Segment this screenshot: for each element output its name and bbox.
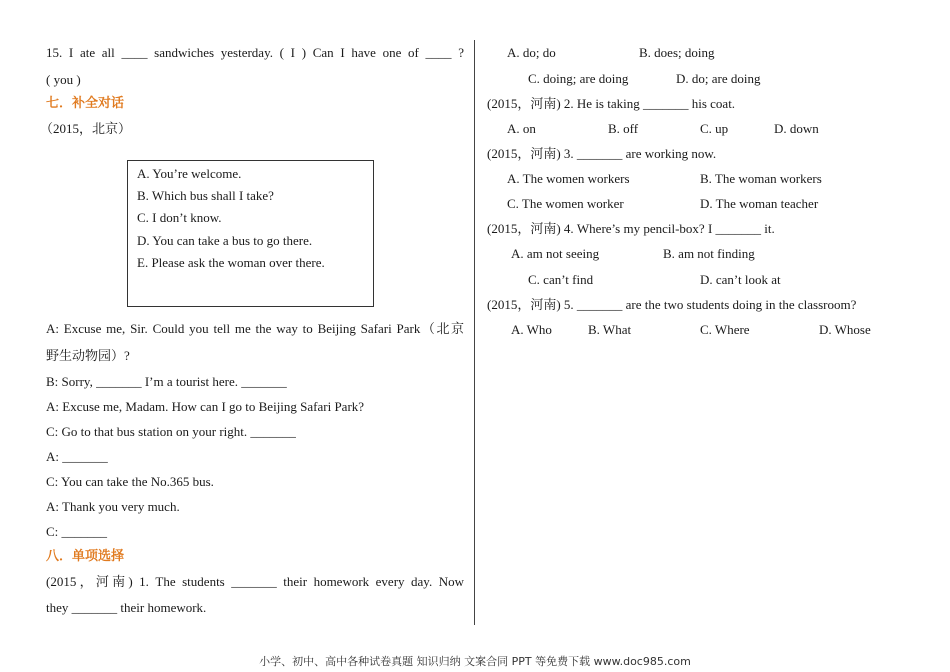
box-option-d: D. You can take a bus to go there. [137, 233, 313, 248]
q4-option-b: B. am not finding [663, 246, 755, 261]
mc-question-1-line2: they _______ their homework. [46, 600, 207, 615]
q2-option-c: C. up [700, 121, 729, 136]
mc-question-4: (2015，河南) 4. Where’s my pencil-box? I _______ it. [487, 221, 775, 236]
dialogue-line: 野生动物园）? [46, 348, 130, 363]
column-divider [474, 40, 475, 625]
mc-question-2: (2015，河南) 2. He is taking _______ his coat. [487, 96, 736, 111]
q1-option-a: A. do; do [507, 45, 556, 60]
dialogue-line: A: Excuse me, Madam. How can I go to Beijing Safari Park? [46, 399, 365, 414]
q1-option-c: C. doing; are doing [528, 71, 629, 86]
q3-option-a: A. The women workers [507, 171, 630, 186]
q3-option-d: D. The woman teacher [700, 196, 819, 211]
q4-option-c: C. can’t find [528, 272, 594, 287]
options-box [127, 160, 374, 307]
box-option-a: A. You’re welcome. [137, 166, 242, 181]
dialogue-line: A: Excuse me, Sir. Could you tell me the way to Beijing Safari Park（北京 [46, 321, 464, 336]
question-15-line2: ( you ) [46, 72, 81, 87]
q4-option-d: D. can’t look at [700, 272, 781, 287]
q5-option-a: A. Who [511, 322, 552, 337]
dialogue-line: A: Thank you very much. [46, 499, 180, 514]
q1-option-b: B. does; doing [639, 45, 715, 60]
box-option-c: C. I don’t know. [137, 210, 222, 225]
q3-option-c: C. The women worker [507, 196, 624, 211]
dialogue-line: C: You can take the No.365 bus. [46, 474, 214, 489]
box-option-e: E. Please ask the woman over there. [137, 255, 325, 270]
q5-option-d: D. Whose [819, 322, 871, 337]
section-8-title: 八．单项选择 [46, 549, 125, 564]
dialogue-line: B: Sorry, _______ I’m a tourist here. _______ [46, 374, 287, 389]
question-15-line1: 15. I ate all ____ sandwiches yesterday. ( I ) Can I have one of ____ ? [46, 45, 464, 60]
q5-option-c: C. Where [700, 322, 750, 337]
mc-question-3: (2015，河南) 3. _______ are working now. [487, 146, 717, 161]
q5-option-b: B. What [588, 322, 632, 337]
page-footer: 小学、初中、高中各种试卷真题 知识归纳 文案合同 PPT 等免费下载 www.doc985.com [259, 655, 691, 668]
q2-option-d: D. down [774, 121, 819, 136]
q2-option-a: A. on [507, 121, 536, 136]
q3-option-b: B. The woman workers [700, 171, 822, 186]
section-7-source: （2015，北京） [40, 121, 132, 136]
section-7-title: 七．补全对话 [46, 96, 125, 111]
dialogue-line: C: _______ [46, 524, 108, 539]
q4-option-a: A. am not seeing [511, 246, 600, 261]
dialogue-line: C: Go to that bus station on your right. _______ [46, 424, 296, 439]
q1-option-d: D. do; are doing [676, 71, 761, 86]
dialogue-line: A: _______ [46, 449, 108, 464]
mc-question-5: (2015，河南) 5. _______ are the two students doing in the classroom? [487, 297, 857, 312]
box-option-b: B. Which bus shall I take? [137, 188, 274, 203]
mc-question-1-line1: (2015，河南) 1. The students _______ their homework every day. Now [46, 574, 464, 589]
q2-option-b: B. off [608, 121, 639, 136]
